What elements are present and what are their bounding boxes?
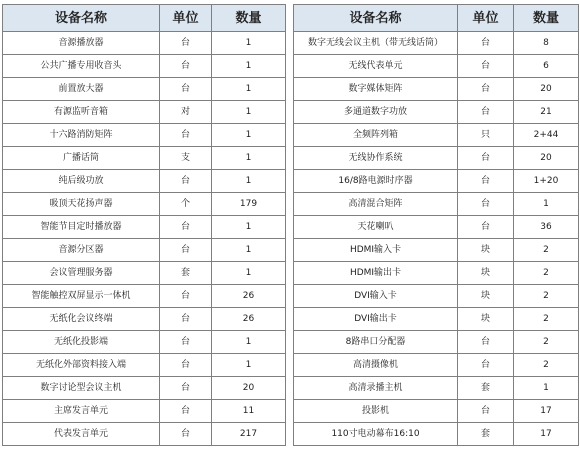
cell-unit: 台	[160, 423, 212, 446]
cell-qty: 2	[514, 262, 579, 285]
cell-qty: 26	[212, 285, 286, 308]
cell-qty: 1	[212, 124, 286, 147]
cell-unit: 只	[458, 124, 514, 147]
cell-qty: 8	[514, 32, 579, 55]
cell-unit: 块	[458, 262, 514, 285]
cell-qty: 36	[514, 216, 579, 239]
cell-name: 前置放大器	[3, 78, 160, 101]
cell-name: 16/8路电源时序器	[294, 170, 458, 193]
cell-unit: 套	[160, 262, 212, 285]
cell-unit: 套	[458, 377, 514, 400]
header-qty: 数量	[514, 5, 579, 32]
cell-qty: 2+44	[514, 124, 579, 147]
cell-name: 多通道数字功放	[294, 101, 458, 124]
table-row	[3, 78, 286, 101]
cell-name: 音源播放器	[3, 32, 160, 55]
cell-name: HDMI输入卡	[294, 239, 458, 262]
cell-unit: 支	[160, 147, 212, 170]
cell-name: 无线协作系统	[294, 147, 458, 170]
cell-name: 数字媒体矩阵	[294, 78, 458, 101]
cell-qty: 1	[212, 354, 286, 377]
cell-unit: 块	[458, 285, 514, 308]
table-row	[294, 423, 579, 446]
cell-name: DVI输出卡	[294, 308, 458, 331]
cell-qty: 1	[212, 55, 286, 78]
cell-name: 智能触控双屏显示一体机	[3, 285, 160, 308]
table-row	[3, 354, 286, 377]
cell-qty: 26	[212, 308, 286, 331]
cell-qty: 2	[514, 308, 579, 331]
table-row	[3, 170, 286, 193]
cell-unit: 对	[160, 101, 212, 124]
table-row	[294, 193, 579, 216]
cell-qty: 2	[514, 285, 579, 308]
cell-unit: 台	[160, 400, 212, 423]
cell-qty: 20	[514, 78, 579, 101]
cell-qty: 1	[212, 147, 286, 170]
table-header-row	[3, 5, 286, 32]
cell-name: 无纸化外部资料接入端	[3, 354, 160, 377]
cell-name: 智能节目定时播放器	[3, 216, 160, 239]
cell-name: 代表发言单元	[3, 423, 160, 446]
cell-qty: 20	[212, 377, 286, 400]
header-qty: 数量	[212, 5, 286, 32]
table-row	[294, 170, 579, 193]
table-body-left	[3, 32, 286, 446]
table-row	[3, 101, 286, 124]
cell-unit: 块	[458, 308, 514, 331]
cell-unit: 台	[160, 285, 212, 308]
cell-qty: 1	[212, 101, 286, 124]
cell-name: 高清混合矩阵	[294, 193, 458, 216]
header-name: 设备名称	[3, 5, 160, 32]
cell-name: 十六路消防矩阵	[3, 124, 160, 147]
table-row	[294, 239, 579, 262]
table-row	[294, 400, 579, 423]
cell-unit: 台	[160, 354, 212, 377]
table-row	[3, 285, 286, 308]
cell-qty: 17	[514, 400, 579, 423]
cell-qty: 179	[212, 193, 286, 216]
cell-unit: 台	[458, 32, 514, 55]
cell-qty: 1	[514, 193, 579, 216]
cell-unit: 台	[458, 170, 514, 193]
cell-qty: 1	[212, 331, 286, 354]
cell-name: 高清录播主机	[294, 377, 458, 400]
cell-name: 无线代表单元	[294, 55, 458, 78]
cell-unit: 台	[458, 216, 514, 239]
header-name: 设备名称	[294, 5, 458, 32]
cell-qty: 1	[212, 78, 286, 101]
cell-name: 110寸电动幕布16:10	[294, 423, 458, 446]
cell-qty: 217	[212, 423, 286, 446]
table-row	[3, 331, 286, 354]
cell-qty: 2	[514, 331, 579, 354]
cell-name: 数字无线会议主机（带无线话筒）	[294, 32, 458, 55]
cell-name: 吸顶天花扬声器	[3, 193, 160, 216]
cell-unit: 台	[160, 55, 212, 78]
table-row	[294, 331, 579, 354]
cell-unit: 台	[160, 239, 212, 262]
cell-unit: 块	[458, 239, 514, 262]
cell-name: 无纸化投影端	[3, 331, 160, 354]
cell-name: 有源监听音箱	[3, 101, 160, 124]
table-row	[3, 377, 286, 400]
cell-qty: 1	[212, 170, 286, 193]
cell-qty: 11	[212, 400, 286, 423]
cell-qty: 1+20	[514, 170, 579, 193]
table-row	[3, 147, 286, 170]
header-unit: 单位	[160, 5, 212, 32]
cell-name: 无纸化会议终端	[3, 308, 160, 331]
table-row	[3, 423, 286, 446]
table-row	[294, 78, 579, 101]
table-row	[3, 32, 286, 55]
equipment-table-right	[293, 4, 579, 446]
cell-unit: 台	[160, 170, 212, 193]
cell-name: 数字讨论型会议主机	[3, 377, 160, 400]
cell-unit: 套	[458, 423, 514, 446]
cell-unit: 台	[160, 331, 212, 354]
cell-name: 音源分区器	[3, 239, 160, 262]
cell-unit: 台	[458, 78, 514, 101]
table-row	[3, 308, 286, 331]
table-row	[3, 400, 286, 423]
cell-qty: 17	[514, 423, 579, 446]
cell-unit: 台	[160, 216, 212, 239]
cell-unit: 台	[160, 32, 212, 55]
table-row	[294, 32, 579, 55]
cell-qty: 2	[514, 354, 579, 377]
table-row	[3, 124, 286, 147]
table-body-right	[294, 32, 579, 446]
cell-unit: 台	[458, 101, 514, 124]
cell-name: 主席发言单元	[3, 400, 160, 423]
table-row	[3, 193, 286, 216]
cell-qty: 2	[514, 239, 579, 262]
table-row	[294, 285, 579, 308]
cell-name: 纯后级功放	[3, 170, 160, 193]
cell-unit: 台	[160, 308, 212, 331]
table-row	[294, 308, 579, 331]
cell-name: 8路串口分配器	[294, 331, 458, 354]
cell-unit: 台	[458, 400, 514, 423]
cell-unit: 台	[458, 55, 514, 78]
cell-qty: 21	[514, 101, 579, 124]
cell-unit: 台	[458, 331, 514, 354]
cell-unit: 个	[160, 193, 212, 216]
cell-unit: 台	[160, 124, 212, 147]
cell-name: 全频阵列箱	[294, 124, 458, 147]
cell-name: 会议管理服务器	[3, 262, 160, 285]
cell-qty: 1	[212, 262, 286, 285]
table-row	[294, 216, 579, 239]
table-row	[294, 262, 579, 285]
cell-unit: 台	[160, 377, 212, 400]
cell-unit: 台	[458, 193, 514, 216]
cell-name: 公共广播专用收音头	[3, 55, 160, 78]
table-row	[3, 262, 286, 285]
table-header-row	[294, 5, 579, 32]
table-row	[3, 216, 286, 239]
table-row	[294, 101, 579, 124]
cell-name: 天花喇叭	[294, 216, 458, 239]
cell-unit: 台	[458, 354, 514, 377]
equipment-table-left	[2, 4, 286, 446]
table-row	[294, 55, 579, 78]
cell-unit: 台	[458, 147, 514, 170]
table-row	[294, 147, 579, 170]
cell-name: HDMI输出卡	[294, 262, 458, 285]
cell-name: 高清摄像机	[294, 354, 458, 377]
cell-qty: 6	[514, 55, 579, 78]
table-row	[294, 354, 579, 377]
table-row	[3, 55, 286, 78]
cell-name: 投影机	[294, 400, 458, 423]
cell-qty: 1	[212, 239, 286, 262]
cell-qty: 1	[212, 32, 286, 55]
table-row	[294, 124, 579, 147]
cell-name: DVI输入卡	[294, 285, 458, 308]
header-unit: 单位	[458, 5, 514, 32]
cell-name: 广播话筒	[3, 147, 160, 170]
cell-unit: 台	[160, 78, 212, 101]
cell-qty: 1	[514, 377, 579, 400]
table-row	[294, 377, 579, 400]
cell-qty: 20	[514, 147, 579, 170]
cell-qty: 1	[212, 216, 286, 239]
table-row	[3, 239, 286, 262]
